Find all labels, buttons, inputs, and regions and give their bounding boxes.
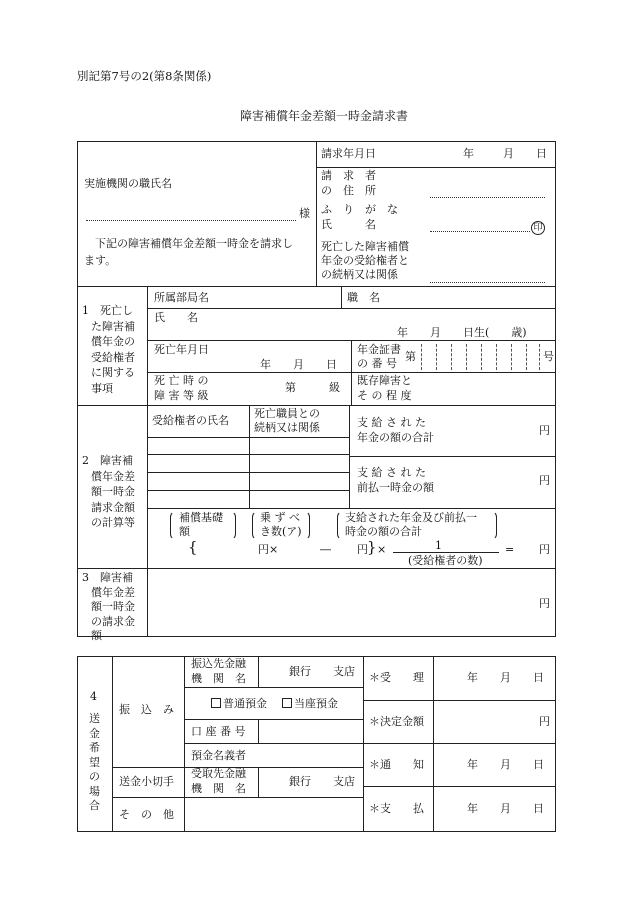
notify-label: ＊通 知 [369,758,424,771]
cert-label-2: の 番 号 [357,357,397,370]
existing-label-2: そ の 程 度 [357,389,412,402]
formula-numerator: 1 [435,539,442,552]
account-holder-label: 預金名義者 [191,749,246,762]
formula-days-1: 乗 ず べ [260,511,300,524]
death-date-ymd: 年 月 日 [260,358,337,371]
receiving-bank-label-2: 機 関 名 [191,782,246,795]
name-label: 氏 名 [321,218,376,231]
formula-base-2: 額 [179,525,190,538]
institution-head-line[interactable] [86,220,296,221]
ordinary-checkbox[interactable] [211,698,221,708]
claimant-label-2: の 住 所 [321,184,376,197]
receiving-bank-branch[interactable]: 銀行 支店 [289,775,355,788]
prepaid-label-2: 前払一時金の額 [357,481,434,494]
paid-pension-yen: 円 [539,424,550,437]
relation-line[interactable] [430,282,545,283]
section1-label: 1 死亡し た障害補 償年金の 受給権者 に関する 事項 [82,304,135,395]
annex-label: 別記第7号の2(第8条関係) [77,69,212,83]
relation-label-2: 年金の受給権者と [321,254,409,267]
formula-times: × [377,543,387,556]
prepaid-yen: 円 [539,474,550,487]
dept-label: 所属部局名 [154,291,209,304]
cert-go: 号 [543,350,554,363]
other-label: そ の 他 [119,808,174,821]
relation-label-1: 死亡した障害補償 [321,240,409,253]
section4-number: 4 [90,690,97,703]
seal-mark: 印 [531,221,545,235]
payment-ymd: 年 月 日 [467,802,544,815]
deceased-name-label: 氏 名 [154,311,198,324]
request-date-day: 日 [536,147,547,160]
grade-label-1: 死 亡 時 の [154,374,209,387]
request-text-1: 下記の障害補償年金差額一時金を請求し [95,237,293,250]
remittance-check-label: 送金小切手 [119,775,174,788]
request-date-label: 請求年月日 [321,147,376,160]
paid-pension-label-2: 年金の額の合計 [357,431,434,444]
formula-sum-1: 支給された年金及び前払一 [345,511,477,524]
ordinary-deposit-option[interactable]: 普通預金 [211,697,267,711]
section2-label: 2 障害補 償年金差 額一時金 請求金額 の計算等 [82,454,135,529]
furigana-label: ふ り が な [321,203,398,216]
section3-label: 3 障害補 償年金差 額一時金 の請求金 額 [82,571,135,642]
formula-yen: 円 [357,543,368,556]
formula-left-brace: { [188,538,198,556]
formula-base-1: 補償基礎 [179,511,223,524]
formula-days-2: き数(ア) [260,525,302,538]
grade-label-2: 障 害 等 級 [154,389,209,402]
decided-amount-label: ＊決定金額 [369,715,424,728]
birth-date-label: 年 月 日生( 歳) [397,326,527,339]
accept-label: ＊受 理 [369,671,424,684]
formula-denominator: (受給権者の数) [408,554,483,567]
relation-label-3: の続柄又は関係 [321,268,398,281]
prepaid-label-1: 支 給 さ れ た [357,466,426,479]
paid-pension-label-1: 支 給 さ れ た [357,416,426,429]
cert-label-1: 年金証書 [357,343,401,356]
formula-result-yen: 円 [539,543,550,556]
formula-yen-times: 円× [258,543,279,556]
transfer-bank-label-2: 機 関 名 [191,672,246,685]
deceased-relation-header-1: 死亡職員との [254,407,320,420]
section4-label: 送金希望の場合 [89,712,100,812]
accept-ymd: 年 月 日 [467,671,544,684]
cert-dai: 第 [405,350,416,363]
section3-yen: 円 [539,597,550,610]
claimant-address-line[interactable] [430,197,545,198]
formula-right-brace: } [367,538,377,556]
request-date-year: 年 [463,147,474,160]
request-text-2: ます。 [84,254,117,267]
notify-ymd: 年 月 日 [467,758,544,771]
decided-amount-yen: 円 [539,715,550,728]
honorific: 様 [299,207,310,220]
deceased-relation-header-2: 続柄又は関係 [254,421,320,434]
claimant-name-line[interactable] [430,231,530,232]
formula-sum-2: 時金の額の合計 [345,525,422,538]
current-checkbox[interactable] [282,698,292,708]
payment-label: ＊支 払 [369,802,424,815]
request-date-month: 月 [503,147,514,160]
formula-minus: ― [320,543,331,556]
formula-equals: = [505,543,515,556]
recipient-name-header: 受給権者の氏名 [152,414,229,427]
formula-fraction-bar [393,552,499,553]
existing-label-1: 既存障害と [357,374,412,387]
claimant-label-1: 請 求 者 [321,169,376,182]
account-number-label: 口 座 番 号 [191,725,246,738]
death-date-label: 死亡年月日 [154,343,209,356]
grade-value: 第 級 [285,381,340,394]
position-label: 職 名 [347,291,380,304]
institution-head-label: 実施機関の職氏名 [84,177,172,190]
receiving-bank-label-1: 受取先金融 [191,767,246,780]
form-title: 障害補償年金差額一時金請求書 [240,109,409,123]
current-deposit-option[interactable]: 当座預金 [282,697,338,711]
transfer-bank-branch[interactable]: 銀行 支店 [289,665,355,678]
transfer-bank-label-1: 振込先金融 [191,657,246,670]
transfer-label: 振 込 み [119,703,174,716]
